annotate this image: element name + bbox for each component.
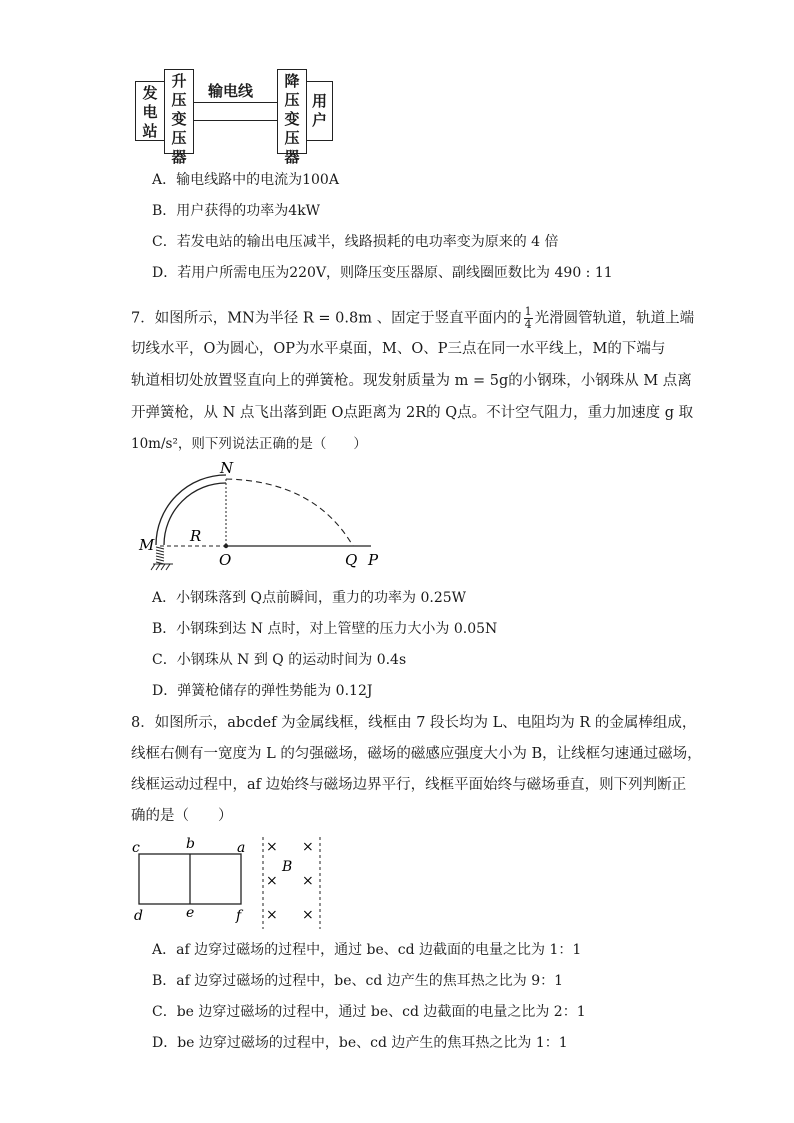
center-o-dot (224, 544, 228, 548)
q8-line-1: 8．如图所示，abcdef 为金属线框，线框由 7 段长均为 L、电阻均为 R 的金属棒组成， (131, 715, 697, 731)
field-cross: × (266, 873, 278, 889)
label-m: M (139, 536, 155, 554)
step-down-label: 降压变压器 (284, 72, 300, 166)
label-field-b: B (282, 859, 293, 875)
user-label: 用户 (311, 92, 327, 129)
fraction-denominator: 4 (524, 318, 532, 331)
step-up-label: 升压变压器 (171, 72, 187, 166)
label-b: b (186, 836, 195, 852)
q8-option-d: D．be 边穿过磁场的过程中，be、cd 边产生的焦耳热之比为 1：1 (152, 1035, 568, 1051)
q6-option-d: D．若用户所需电压为220V，则降压变压器原、副线圈匝数比为 490 : 11 (152, 265, 613, 281)
ground-hatch (151, 564, 173, 570)
q8-figure (130, 833, 330, 933)
label-e: e (186, 905, 195, 921)
field-cross: × (266, 839, 278, 855)
label-c: c (132, 840, 140, 856)
label-f: f (236, 908, 242, 924)
q7-line-5: 10m/s²，则下列说法正确的是（ ） (131, 436, 367, 452)
q6-option-a: A．输电线路中的电流为100A (152, 172, 339, 188)
q7-option-a: A．小钢珠落到 Q点前瞬间，重力的功率为 0.25W (152, 590, 467, 606)
q7-figure (135, 455, 395, 575)
q8-line-4: 确的是（ ） (131, 808, 233, 824)
q7-line-1 (131, 306, 694, 331)
q7-line-4: 开弹簧枪，从 N 点飞出落到距 O点距离为 2R的 Q点。不计空气阻力，重力加速度 g 取 (131, 405, 694, 421)
q7-line-1a: 7．如图所示，MN为半径 R = 0.8m 、固定于竖直平面内的 (131, 310, 522, 327)
label-q: Q (345, 551, 358, 569)
q8-line-2: 线框右侧有一宽度为 L 的匀强磁场，磁场的磁感应强度大小为 B，让线框匀速通过磁场， (131, 746, 702, 762)
spring (156, 547, 164, 564)
user-box (306, 81, 333, 141)
label-r: R (190, 527, 202, 545)
station-box (135, 81, 165, 141)
label-o: O (219, 551, 232, 569)
q7-option-b: B．小钢珠到达 N 点时，对上管壁的压力大小为 0.05N (152, 621, 498, 637)
field-crosses (266, 839, 314, 923)
q7-line-2: 切线水平，O为圆心，OP为水平桌面，M、O、P三点在同一水平线上，M的下端与 (131, 341, 666, 357)
label-n: N (220, 459, 234, 477)
field-cross: × (266, 907, 278, 923)
q6-option-b: B．用户获得的功率为4kW (152, 203, 321, 219)
step-down-box (277, 69, 307, 166)
q8-option-b: B．af 边穿过磁场的过程中，be、cd 边产生的焦耳热之比为 9：1 (152, 973, 564, 989)
fraction-numerator: 1 (524, 305, 532, 318)
trajectory-curve (226, 479, 353, 546)
field-cross: × (302, 873, 314, 889)
q8-option-a: A．af 边穿过磁场的过程中，通过 be、cd 边截面的电量之比为 1：1 (152, 942, 582, 958)
label-d: d (134, 908, 143, 924)
q7-line-1b: 光滑圆管轨道，轨道上端 (534, 310, 695, 327)
q7-option-d: D．弹簧枪储存的弹性势能为 0.12J (152, 683, 373, 699)
label-p: P (368, 551, 379, 569)
line-label: 输电线 (208, 82, 254, 100)
field-cross: × (302, 907, 314, 923)
q6-option-c: C．若发电站的输出电压减半，线路损耗的电功率变为原来的 4 倍 (152, 234, 559, 250)
transmission-line-top (194, 102, 278, 103)
station-label: 发电站 (142, 84, 158, 140)
label-a: a (237, 840, 246, 856)
field-cross: × (302, 839, 314, 855)
q8-option-c: C．be 边穿过磁场的过程中，通过 be、cd 边截面的电量之比为 2：1 (152, 1004, 586, 1020)
q7-option-c: C．小钢珠从 N 到 Q 的运动时间为 0.4s (152, 652, 407, 668)
q8-line-3: 线框运动过程中，af 边始终与磁场边界平行，线框平面始终与磁场垂直，则下列判断正 (131, 777, 687, 793)
step-up-box (164, 69, 194, 166)
transmission-line-bottom (194, 120, 278, 121)
q7-line-3: 轨道相切处放置竖直向上的弹簧枪。现发射质量为 m = 5g的小钢珠，小钢珠从 M 点离 (131, 373, 692, 389)
quarter-fraction (524, 306, 533, 331)
